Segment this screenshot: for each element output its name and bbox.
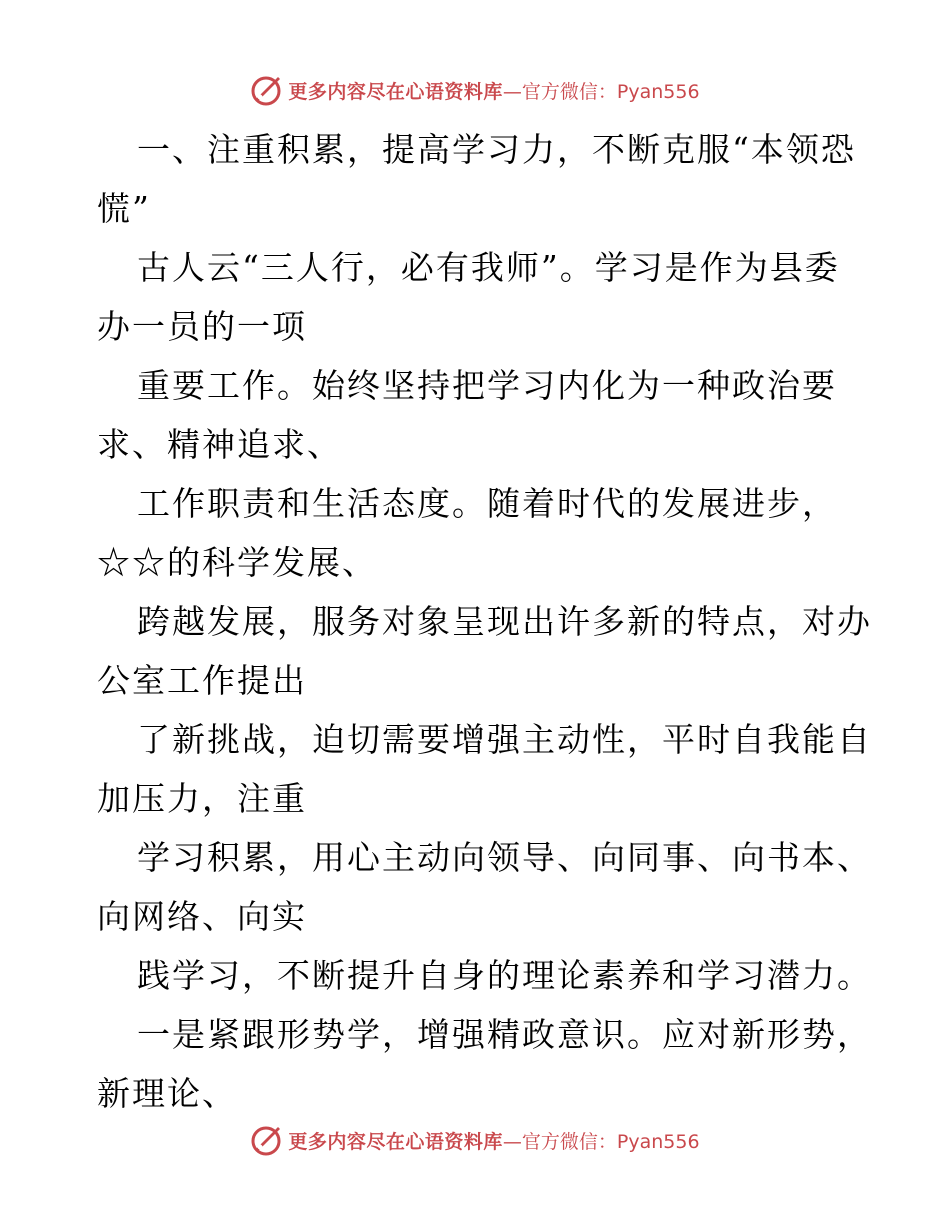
text-line: 践学习，不断提升自身的理论素养和学习潜力。 bbox=[137, 956, 872, 995]
banner-contact: —官方微信：Pyan556 bbox=[502, 1130, 700, 1153]
text-line: 加压力，注重 bbox=[97, 779, 307, 818]
banner-contact: —官方微信：Pyan556 bbox=[502, 80, 700, 103]
text-line: 重要工作。始终坚持把学习内化为一种政治要 bbox=[137, 366, 837, 405]
pen-logo-icon bbox=[250, 73, 284, 107]
document-body bbox=[97, 120, 872, 1123]
banner-title: 更多内容尽在心语资料库 bbox=[288, 1130, 503, 1153]
text-line: 慌” bbox=[97, 189, 151, 228]
pen-logo-icon bbox=[250, 1123, 284, 1157]
text-line: 公室工作提出 bbox=[97, 661, 307, 700]
text-line: 向网络、向实 bbox=[97, 897, 307, 936]
text-line: 一、注重积累，提高学习力，不断克服“本领恐 bbox=[137, 130, 856, 169]
text-line: 了新挑战，迫切需要增强主动性，平时自我能自 bbox=[137, 720, 872, 759]
banner-title: 更多内容尽在心语资料库 bbox=[288, 80, 503, 103]
text-line: 新理论、 bbox=[97, 1074, 237, 1113]
footer-banner bbox=[0, 1120, 950, 1160]
text-line: ☆☆的科学发展、 bbox=[97, 543, 377, 582]
text-line: 一是紧跟形势学，增强精政意识。应对新形势， bbox=[137, 1015, 872, 1054]
text-line: 古人云“三人行，必有我师”。学习是作为县委 bbox=[137, 248, 840, 287]
text-line: 工作职责和生活态度。随着时代的发展进步， bbox=[137, 484, 837, 523]
text-line: 学习积累，用心主动向领导、向同事、向书本、 bbox=[137, 838, 872, 877]
text-line: 办一员的一项 bbox=[97, 307, 307, 346]
text-line: 求、精神追求、 bbox=[97, 425, 342, 464]
header-banner bbox=[0, 70, 950, 110]
text-line: 跨越发展，服务对象呈现出许多新的特点，对办 bbox=[137, 602, 872, 641]
